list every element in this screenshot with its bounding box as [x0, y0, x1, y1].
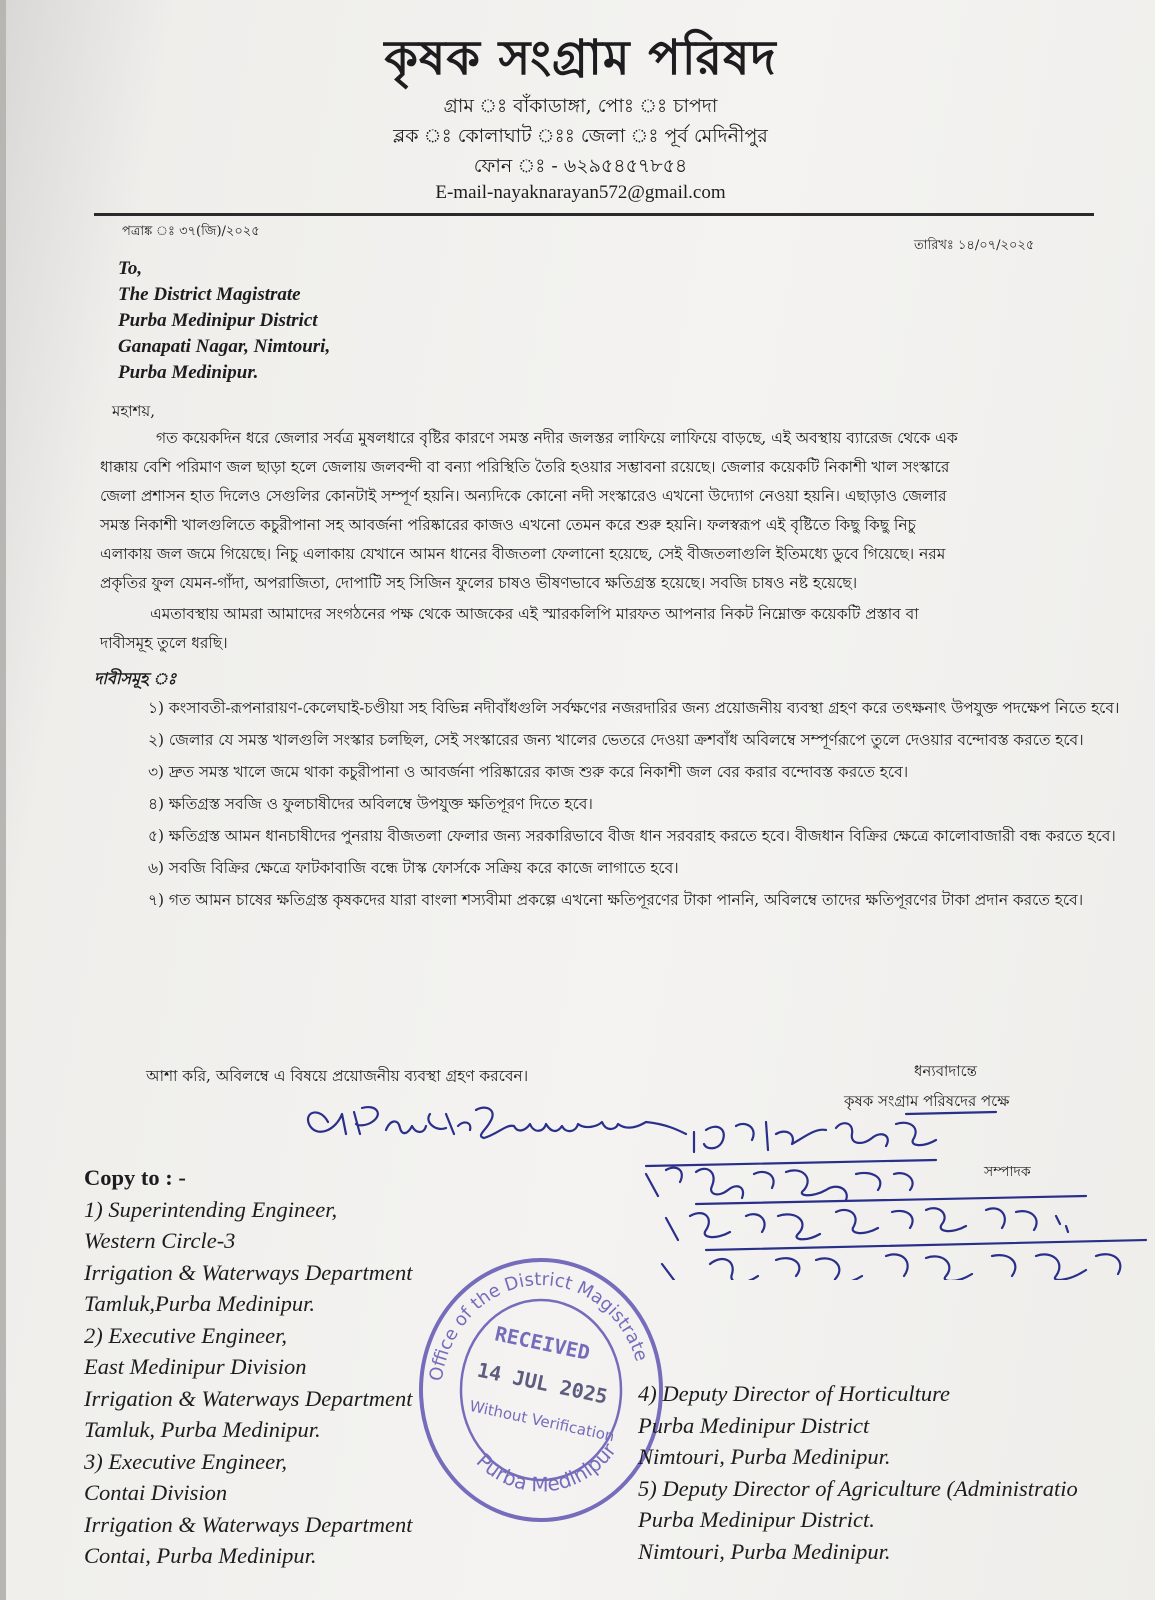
copy-to-line: Contai, Purba Medinipur.	[84, 1543, 317, 1568]
copy-to-line: Contai Division	[84, 1480, 228, 1505]
signatory-designation: সম্পাদক	[984, 1164, 1031, 1180]
copy-to-line: 4) Deputy Director of Horticulture	[638, 1381, 951, 1406]
demand-item: ৩) দ্রুত সমস্ত খালে জমে থাকা কচুরীপানা ও আবর্জনা পরিষ্কারের কাজ শুরু করে নিকাশী জল বের করার বন্দোবস্ত করতে হবে।	[148, 763, 909, 781]
demand-item: ২) জেলার যে সমস্ত খালগুলি সংস্কার চলছিল, সেই সংস্কারের জন্য খালের ভেতরে দেওয়া ক্রশবাঁধ অবিলম্বে সম্পূর্ণরূপে তুলে দেওয়ার বন্দোবস্ত করতে হবে।	[148, 731, 1084, 749]
copy-to-line: East Medinipur Division	[84, 1354, 307, 1379]
demand-item: ৫) ক্ষতিগ্রস্ত আমন ধানচাষীদের পুনরায় বীজতলা ফেলার জন্য সরকারিভাবে বীজ ধান সরবরাহ করতে হবে। বীজধান বিক্রির ক্ষেত্রে কালোবাজারী বন্ধ করতে হবে।	[148, 827, 1116, 845]
recipient-line: Purba Medinipur.	[118, 362, 259, 383]
body-line: এমতাবস্থায় আমরা আমাদের সংগঠনের পক্ষ থেকে আজকের এই স্মারকলিপি মারফত আপনার নিকট নিম্নোক্ত কয়েকটি প্রস্তাব বা	[150, 605, 919, 623]
demand-list	[148, 694, 1138, 918]
copy-to-line: Purba Medinipur District	[638, 1412, 870, 1438]
body-paragraph-1	[100, 424, 1100, 598]
body-line: জেলা প্রশাসন হাত দিলেও সেগুলির কোনটাই সম্পূর্ণ হয়নি। অন্যদিকে কোনো নদী সংস্কারেও এখনো উদ্যোগ নেওয়া হয়নি। এছাড়াও জেলার	[100, 487, 947, 505]
signature-3	[646, 1160, 936, 1200]
signature-5	[662, 1240, 1146, 1280]
demand-item: ৬) সবজি বিক্রির ক্ষেত্রে ফাটকাবাজি বন্ধে টাস্ক ফোর্সকে সক্রিয় করে কাজে লাগাতে হবে।	[148, 859, 679, 877]
body-line: সমস্ত নিকাশী খালগুলিতে কচুরীপানা সহ আবর্জনা পরিষ্কারের কাজও এখনো তেমন করে শুরু হয়নি। ফলস্বরূপ এই বৃষ্টিতে কিছু কিছু নিচু	[100, 516, 916, 534]
signature-4	[666, 1196, 1086, 1240]
body-line: প্রকৃতির ফুল যেমন-গাঁদা, অপরাজিতা, দোপাটি সহ সিজিন ফুলের চাষও ভীষণভাবে ক্ষতিগ্রস্ত হয়েছে। সবজি চাষও নষ্ট হয়েছে।	[100, 574, 858, 592]
sign-off-on-behalf: কৃষক সংগ্রাম পরিষদের পক্ষে	[844, 1092, 1010, 1110]
signature-1	[308, 1107, 686, 1138]
org-title: কৃষক সংগ্রাম পরিষদ	[384, 30, 777, 86]
sign-off-thanks: ধন্যবাদান্তে	[914, 1062, 978, 1080]
body-paragraph-2	[100, 600, 1100, 658]
copy-to-heading: Copy to : -	[84, 1165, 186, 1190]
address-line-1: গ্রাম ঃ বাঁকাডাঙ্গা, পোঃ ঃ চাপদা	[443, 95, 718, 117]
copy-to-line: Irrigation & Waterways Department	[84, 1511, 413, 1537]
copy-to-line: Western Circle-3	[84, 1228, 236, 1253]
signature-2	[694, 1112, 996, 1152]
phone-number: ফোন ঃ - ৬২৯৫৪৫৭৮৫৪	[473, 155, 688, 177]
copy-to-line: Nimtouri, Purba Medinipur.	[638, 1444, 891, 1469]
copy-to-line: Nimtouri, Purba Medinipur.	[638, 1538, 891, 1564]
copy-to-line: 1) Superintending Engineer,	[84, 1196, 338, 1222]
copy-to-line: Irrigation & Waterways Department	[84, 1259, 413, 1285]
recipient-line: The District Magistrate	[118, 284, 301, 305]
copy-to-line: Purba Medinipur District.	[638, 1507, 875, 1532]
header-divider	[94, 213, 1094, 216]
demand-item: ৭) গত আমন চাষের ক্ষতিগ্রস্ত কৃষকদের যারা বাংলা শস্যবীমা প্রকল্পে এখনো ক্ষতিপূরণের টাকা পাননি, অবিলম্বে তাদের ক্ষতিপূরণের টাকা প্রদান করতে হবে।	[148, 891, 1084, 909]
email-address: E-mail-nayaknarayan572@gmail.com	[435, 182, 726, 203]
copy-to-line: 5) Deputy Director of Agriculture (Administratio	[638, 1475, 1078, 1501]
recipient-line: To,	[118, 258, 143, 279]
stamp-ring-bottom-text: Purba Medinipur	[471, 1438, 621, 1497]
received-stamp	[406, 1230, 676, 1530]
letter-page	[6, 0, 1155, 1600]
stamp-note-text: Without Verification	[467, 1396, 617, 1446]
demand-item: ৪) ক্ষতিগ্রস্ত সবজি ও ফুলচাষীদের অবিলম্বে উপযুক্ত ক্ষতিপূরণ দিতে হবে।	[148, 795, 593, 813]
recipient-line: Purba Medinipur District	[118, 310, 318, 331]
recipient-line: Ganapati Nagar, Nimtouri,	[118, 336, 331, 357]
body-line: দাবীসমূহ তুলে ধরছি।	[100, 634, 228, 652]
copy-to-line: Tamluk, Purba Medinipur.	[84, 1417, 321, 1442]
demands-heading: দাবীসমূহ ঃ	[94, 669, 177, 688]
body-line: ধাক্কায় বেশি পরিমাণ জল ছাড়া হলে জেলায় জলবন্দী বা বন্যা পরিস্থিতি তৈরি হওয়ার সম্ভাবনা রয়েছে। জেলার কয়েকটি নিকাশী খাল সংস্কারে	[100, 458, 950, 476]
copy-to-line: Irrigation & Waterways Department	[84, 1385, 413, 1411]
stamp-ring-top-text: Office of the District Magistrate	[425, 1268, 652, 1383]
salutation: মহাশয়,	[112, 402, 156, 420]
copy-to-line: 2) Executive Engineer,	[84, 1322, 288, 1348]
body-line: গত কয়েকদিন ধরে জেলার সর্বত্র মুষলধারে বৃষ্টির কারণে সমস্ত নদীর জলস্তর লাফিয়ে লাফিয়ে বাড়ছে, এই অবস্থায় ব্যারেজ থেকে এক	[156, 429, 958, 447]
recipient-address	[118, 256, 330, 386]
copy-to-line: 3) Executive Engineer,	[84, 1448, 288, 1474]
reference-number: পত্রাঙ্ক ঃ ৩৭(জি)/২০২৫	[122, 224, 260, 239]
address-line-2: ব্লক ঃ কোলাঘাট ঃঃ জেলা ঃ পূর্ব মেদিনীপুর	[393, 125, 768, 147]
stamp-date-text: 14 JUL 2025	[475, 1357, 610, 1409]
copy-to-right-column	[638, 1378, 1078, 1567]
stamp-received-text: RECEIVED	[492, 1321, 593, 1365]
letter-date: তারিখঃ ১৪/০৭/২০২৫	[914, 238, 1035, 253]
copy-to-line: Tamluk,Purba Medinipur.	[84, 1291, 316, 1316]
copy-to-left-column	[84, 1162, 413, 1572]
body-line: এলাকায় জল জমে গিয়েছে। নিচু এলাকায় যেখানে আমন ধানের বীজতলা ফেলানো হয়েছে, সেই বীজতলাগুলি ইতিমধ্যে ডুবে গিয়েছে। নরম	[100, 545, 946, 563]
closing-line: আশা করি, অবিলম্বে এ বিষয়ে প্রয়োজনীয় ব্যবস্থা গ্রহণ করবেন।	[146, 1067, 529, 1085]
demand-item: ১) কংসাবতী-রূপনারায়ণ-কেলেঘাই-চণ্ডীয়া সহ বিভিন্ন নদীবাঁধগুলি সর্বক্ষণের নজরদারির জন্য প্রয়োজনীয় ব্যবস্থা গ্রহণ করে তৎক্ষনাৎ উপযুক্ত পদক্ষেপ নিতে হবে।	[148, 699, 1120, 717]
